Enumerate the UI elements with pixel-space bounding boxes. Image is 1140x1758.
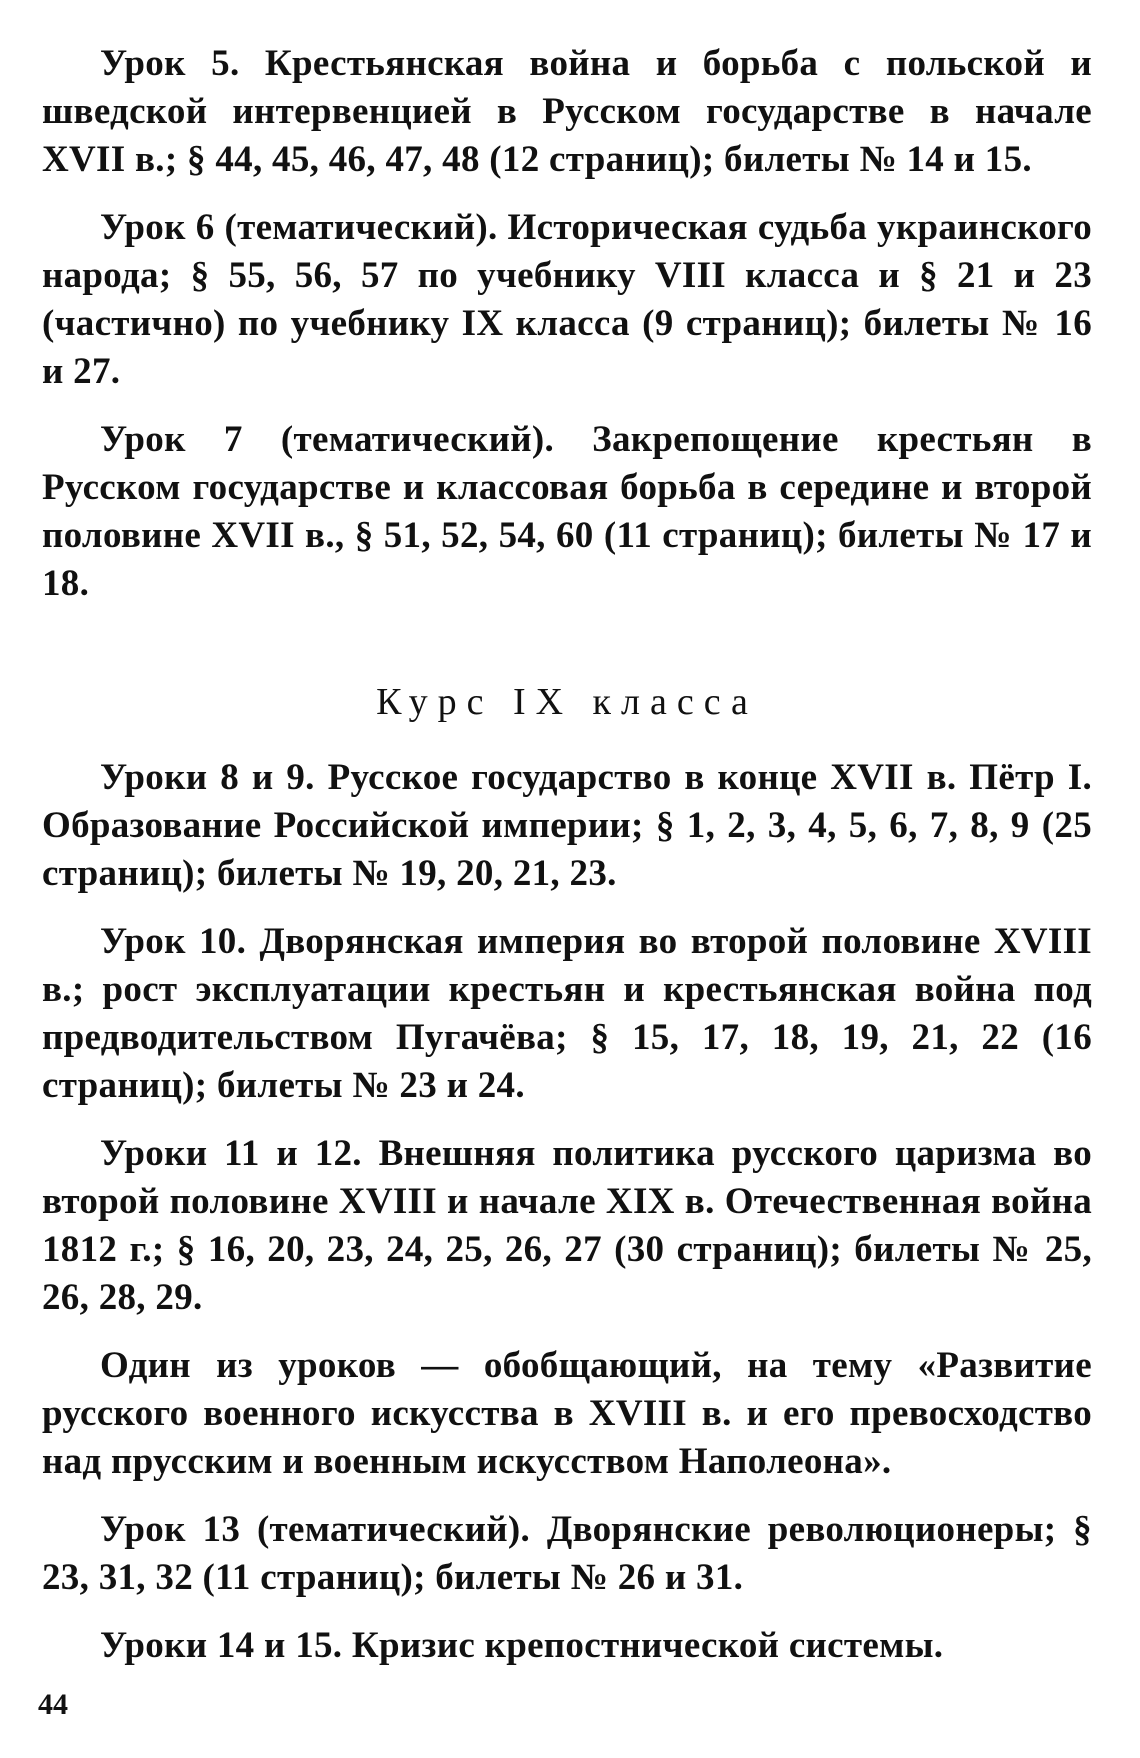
paragraph-lessons-11-12: Уроки 11 и 12. Внешняя политика русского царизма во второй половине XVIII и начале XIX в. Отечественная война 1812 г.; § 16, 20, 23, 24, 25, 26, 27 (30 страниц); билеты № 25, 26, 28, 29. [42,1133,1092,1318]
section-heading: Курс IX класса [376,681,758,723]
document-page [42,40,1092,1690]
paragraph-lesson-5: Урок 5. Крестьянская война и борьба с польской и шведской интервенцией в Русском государстве в начале XVII в.; § 44, 45, 46, 47, 48 (12 страниц); билеты № 14 и 15. [42,43,1092,180]
paragraph-lessons-8-9: Уроки 8 и 9. Русское государство в конце XVII в. Пётр I. Образование Российской империи; § 1, 2, 3, 4, 5, 6, 7, 8, 9 (25 страниц); билеты № 19, 20, 21, 23. [42,757,1092,894]
paragraph-lesson-6: Урок 6 (тематический). Историческая судьба украинского народа; § 55, 56, 57 по учебнику VIII класса и § 21 и 23 (частично) по учебнику IX класса (9 страниц); билеты № 16 и 27. [42,207,1092,392]
paragraph-lessons-14-15: Уроки 14 и 15. Кризис крепостнической системы. [100,1625,944,1666]
paragraph-lesson-10: Урок 10. Дворянская империя во второй половине XVIII в.; рост эксплуатации крестьян и крестьянская война под предводительством Пугачёва; § 15, 17, 18, 19, 21, 22 (16 страниц); билеты № 23 и 24. [42,921,1092,1106]
paragraph-lesson-7: Урок 7 (тематический). Закрепощение крестьян в Русском государстве и классовая борьба в середине и второй половине XVII в., § 51, 52, 54, 60 (11 страниц); билеты № 17 и 18. [42,419,1092,604]
paragraph-lesson-13: Урок 13 (тематический). Дворянские революционеры; § 23, 31, 32 (11 страниц); билеты № 26 и 31. [42,1509,1092,1598]
paragraph-generalizing-lesson: Один из уроков — обобщающий, на тему «Развитие русского военного искусства в XVIII в. и его превосходство над прусским и военным искусством Наполеона». [42,1345,1092,1482]
page-number: 44 [38,1688,68,1721]
